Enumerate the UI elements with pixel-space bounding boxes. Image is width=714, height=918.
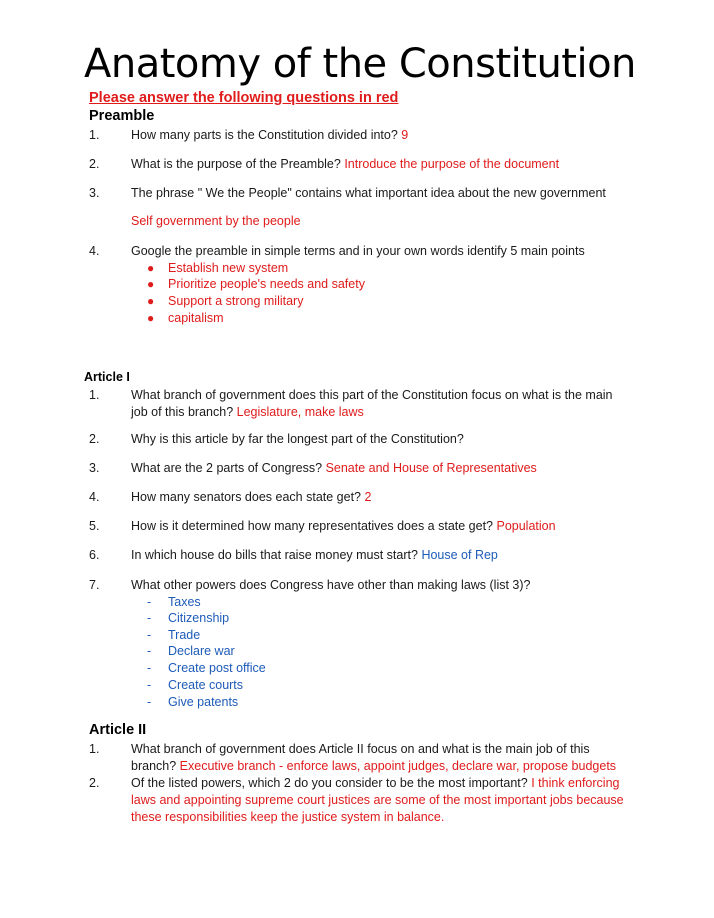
answer-text: Executive branch - enforce laws, appoint judges, declare war, propose budgets	[179, 759, 617, 773]
question-text: The phrase " We the People" contains what important idea about the new government	[131, 186, 606, 200]
question-number: 1.	[89, 128, 100, 142]
question-text: Of the listed powers, which 2 do you consider to be the most important? I think enforcing laws and appointing supreme court justices are some of the most important jobs because these responsibilities keep the justice system in balance.	[131, 776, 624, 824]
answer-text: Legislature, make laws	[236, 405, 364, 419]
question-number: 6.	[89, 548, 100, 562]
dash-marker: -	[147, 678, 152, 692]
answer-text: Self government by the people	[131, 214, 301, 228]
bullet-icon: ●	[147, 277, 155, 291]
answer-text: House of Rep	[421, 548, 498, 562]
answer-text: Senate and House of Representatives	[325, 461, 537, 475]
section-heading-article-2: Article II	[89, 722, 147, 738]
answer-text: 9	[401, 128, 409, 142]
section-heading-article-1: Article I	[84, 370, 130, 384]
answer-text: 2	[364, 490, 372, 504]
page-title: Anatomy of the Constitution	[84, 41, 636, 87]
question-number: 4.	[89, 244, 100, 258]
answer-text: Introduce the purpose of the document	[344, 157, 560, 171]
question-number: 1.	[89, 388, 100, 402]
question-number: 3.	[89, 186, 100, 200]
bullet-icon: ●	[147, 294, 155, 308]
section-heading-preamble: Preamble	[89, 108, 155, 124]
dash-marker: -	[147, 595, 152, 609]
document-page: Anatomy of the Constitution Please answer the following questions in red Preamble 1. How many parts is the Constitution divided into? 9 2. What is the purpose of the Preamble? Introduce the purpose of the document 3. The phrase " We the People" contains what important idea about the new government Self government by the people 4. Google the preamble in simple terms and in your own words identify 5 main points ● Establish new system ● Prioritize people's needs and safety ● Support a strong military ● capitalism Article I 1. What branch of government does this part of the Constitution focus on what is the main job of this branch? Legislature, make laws 2. Why is this article by far the longest part of the Constitution? 3. What are the 2 parts of Congress? Senate and House of Representatives 4. How many senators does each state get? 2 5. How is it determined how many representatives does a state get? Population 6. In which house do bills that raise money must start? House of Rep 7. What other powers does Congress have other than making laws (list 3)? - Taxes - Citizenship - Trade - Declare war - Create post office - Create courts - Give patents Article II 1. What branch of government does Article II focus on and what is the main job of this branch? Executive branch - enforce laws, appoint judges, declare war, propose budgets 2. Of the listed powers, which 2 do you consider to be the most important? I think enforcing laws and appointing supreme court justices are some of the most important jobs because these responsibilities keep the justice system in balance.	[0, 0, 714, 918]
question-text: Why is this article by far the longest part of the Constitution?	[131, 432, 464, 446]
question-text: How many senators does each state get? 2	[131, 490, 372, 504]
question-number: 7.	[89, 578, 100, 592]
question-number: 2.	[89, 432, 100, 446]
question-number: 2.	[89, 157, 100, 171]
answer-text: I think enforcing laws and appointing supreme court justices are some of the most important jobs because these responsibilities keep the justice system in balance.	[131, 776, 624, 824]
question-number: 4.	[89, 490, 100, 504]
question-text: In which house do bills that raise money must start? House of Rep	[131, 548, 498, 562]
dash-marker: -	[147, 628, 152, 642]
question-text: Google the preamble in simple terms and in your own words identify 5 main points	[131, 244, 585, 258]
bullet-icon: ●	[147, 311, 155, 325]
dash-marker: -	[147, 695, 152, 709]
dash-marker: -	[147, 644, 152, 658]
question-number: 1.	[89, 742, 100, 756]
question-number: 2.	[89, 776, 100, 790]
question-text: What are the 2 parts of Congress? Senate and House of Representatives	[131, 461, 537, 475]
bullet-icon: ●	[147, 261, 155, 275]
dash-marker: -	[147, 661, 152, 675]
question-text: How is it determined how many representatives does a state get? Population	[131, 519, 556, 533]
question-text: What branch of government does this part of the Constitution focus on what is the main job of this branch? Legislature, make laws	[131, 388, 613, 419]
dash-marker: -	[147, 611, 152, 625]
question-number: 5.	[89, 519, 100, 533]
answer-text: Population	[496, 519, 556, 533]
question-text: What is the purpose of the Preamble? Introduce the purpose of the document	[131, 157, 560, 171]
instruction-text: Please answer the following questions in red	[89, 90, 399, 106]
question-text: What branch of government does Article II focus on and what is the main job of this branch? Executive branch - enforce laws, appoint judges, declare war, propose budgets	[131, 742, 617, 773]
question-text: What other powers does Congress have other than making laws (list 3)?	[131, 578, 531, 592]
question-number: 3.	[89, 461, 100, 475]
question-text: How many parts is the Constitution divided into? 9	[131, 128, 409, 142]
